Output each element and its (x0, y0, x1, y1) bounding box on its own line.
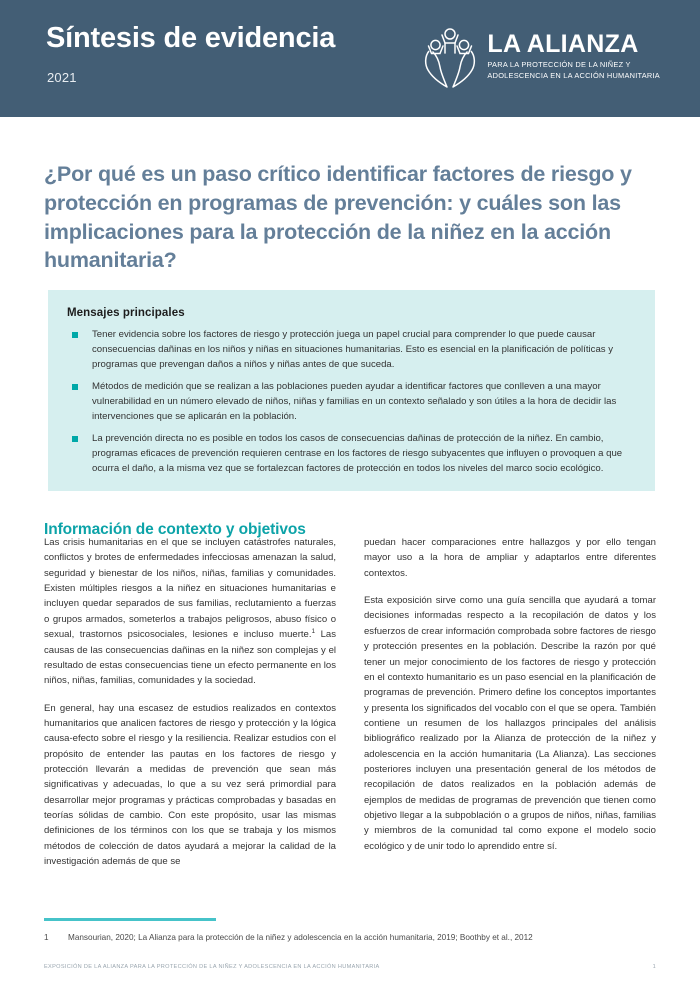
la-alianza-logo (422, 26, 660, 88)
footnote-entry (44, 932, 656, 943)
footnote-reference: 1 (311, 627, 316, 635)
left-column (44, 535, 336, 870)
list-item-text: Tener evidencia sobre los factores de riesgo y protección juega un papel crucial para comprender lo que puede causar consecuencias dañinas en los niños y niñas en situaciones humanitarias. Esto es esencial en la planificación de políticas y programas que prevengan daños a niños y niñas antes de que suceda. (92, 329, 614, 370)
paragraph: puedan hacer comparaciones entre hallazgos y por ello tengan mayor uso a la hora de ampliar y adaptarlos entre diferentes contextos. (364, 537, 656, 579)
paragraph-text: Las crisis humanitarias en el que se incluyen catástrofes naturales, conflictos y brotes de enfermedades infecciosas amenazan la salud, seguridad y bienestar de los niños, niñas, familias y comunidades. Existen múltiples riesgos a la niñez en situaciones humanitarias e incluyen quedar separados de sus familias, reclutamiento a fuerzas o grupos armados, someterlos a trabajos peligrosos, abuso físico o sexual, trastornos psicosociales, lesiones e incluso muerte. (44, 537, 336, 641)
key-messages-heading: Mensajes principales (67, 307, 185, 319)
logo-subtitle-line-1: PARA LA PROTECCIÓN DE LA NIÑEZ Y (487, 60, 631, 70)
page-title: ¿Por qué es un paso crítico identificar factores de riesgo y protección en programas de prevención: y cuáles son las implicaciones para la protección de la niñez en la acción humanitaria? (44, 162, 632, 273)
body-columns (44, 535, 656, 870)
section-heading: Información de contexto y objetivos (44, 520, 306, 538)
square-bullet-icon (72, 332, 78, 338)
paragraph: En general, hay una escasez de estudios realizados en contextos humanitarios que analicen factores de riesgo y protección y la lógica causa-efecto sobre el riesgo y la resiliencia. Realizar estudios con el propósito de entender las pautas en los factores de riesgo y protección llevarán a medidas de prevención que sean más significativas y adecuadas, lo que a su vez será primordial para desarrollar mejor programas y prácticas comprobadas y basadas en teorías sólidas de cambio. Con este propósito, usar las mismas definiciones de los términos con los que se trabaja y los mismos métodos de colección de datos ayudará a mejorar la calidad de la investigación además de que se (44, 702, 336, 868)
square-bullet-icon (72, 384, 78, 390)
key-messages-list (67, 328, 631, 477)
page-footer (44, 964, 656, 970)
list-item (67, 432, 631, 477)
key-messages-box (48, 290, 655, 491)
publication-year: 2021 (47, 70, 77, 85)
paragraph (44, 535, 336, 689)
paragraph-text-continued: Las causas de las consecuencias dañinas en la niñez son complejas y el resultado de estas consecuencias tiene un efecto permanente en los niños, niñas, familias, comunidades y la sociedad. (44, 629, 336, 687)
footnote-number: 1 (44, 933, 49, 942)
list-item (67, 380, 631, 425)
page-footer-label: EXPOSICIÓN DE LA ALIANZA PARA LA PROTECCIÓN DE LA NIÑEZ Y ADOLESCENCIA EN LA ACCIÓN HUMANITARIA (44, 964, 380, 970)
list-item-text: La prevención directa no es posible en todos los casos de consecuencias dañinas de protección de la niñez. En cambio, programas eficaces de prevención requieren centrase en los factores de riesgo subyacentes que influyen o provoquen a que ocurra el daño, a la misma vez que se fortalezcan factores de protección en todos los niveles del marco socio ecológico. (92, 432, 623, 474)
footnote-divider (44, 918, 216, 921)
series-title: Síntesis de evidencia (46, 22, 336, 54)
list-item (67, 328, 631, 373)
logo-name: LA ALIANZA (487, 30, 639, 59)
hands-holding-children-icon (422, 26, 478, 88)
page-header-band (0, 0, 700, 117)
page-number: 1 (652, 964, 656, 970)
list-item-text: Métodos de medición que se realizan a las poblaciones pueden ayudar a identificar factores que conlleven a una mayor vulnerabilidad en un número elevado de niños, niñas y familias en un contexto señalado y son útiles a la hora de decidir las intervenciones que se aplicarán en la población. (92, 380, 617, 422)
square-bullet-icon (72, 436, 78, 442)
logo-subtitle-line-2: ADOLESCENCIA EN LA ACCIÓN HUMANITARIA (487, 71, 660, 80)
paragraph: Esta exposición sirve como una guía sencilla que ayudará a tomar decisiones informadas respecto a la recopilación de datos y los esfuerzos de crear información comprobada sobre factores de riesgo y protección presentes en la población. Describe la razón por qué tener un mejor conocimiento de los factores de riesgo y protección en el contexto humanitario es un paso esencial en la planificación de programas de prevención. Primero define los conceptos importantes y presenta los significados del vocablo con el que se opera. También contiene un resumen de los hallazgos principales del análisis bibliográfico realizado por la Alianza de protección de la niñez y adolescencia en la acción humanitaria (La Alianza). Las secciones posteriores incluyen una presentación general de los métodos de recopilación de datos realizados en la población además de ejemplos de medidas de programas de prevención que tienen como objetivo llegar a la subpoblación o a grupos de niños, niñas, familias y miembros de la comunidad tal como expone el modelo socio ecológico y de unir todo lo aprendido entre sí. (364, 595, 656, 852)
right-column (364, 535, 656, 870)
footnote-text: Mansourian, 2020; La Alianza para la protección de la niñez y adolescencia en la acción humanitaria, 2019; Boothby et al., 2012 (68, 933, 533, 942)
